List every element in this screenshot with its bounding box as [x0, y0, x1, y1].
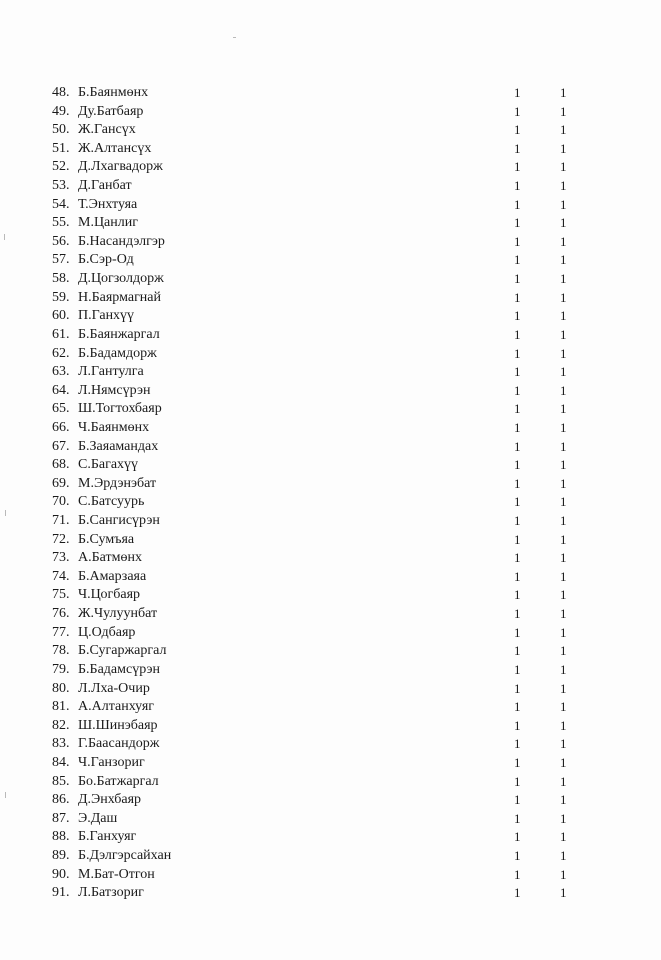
- value-column-2: 1: [560, 754, 567, 770]
- row-number: 70.: [52, 494, 70, 510]
- list-row: [52, 233, 592, 252]
- person-name: Д.Цогзолдорж: [78, 271, 164, 287]
- row-number: 89.: [52, 847, 70, 863]
- list-row: [52, 828, 592, 847]
- row-number: 48.: [52, 85, 70, 100]
- row-number: 87.: [52, 810, 70, 826]
- value-column-1: 1: [514, 103, 521, 119]
- person-name: Л.Нямсүрэн: [78, 382, 151, 398]
- value-column-1: 1: [514, 85, 521, 100]
- person-name: Б.Баянмөнх: [78, 85, 149, 100]
- list-row: [52, 84, 592, 103]
- value-column-2: 1: [560, 587, 567, 603]
- value-column-1: 1: [514, 568, 521, 584]
- scan-speck: [5, 792, 6, 798]
- value-column-1: 1: [514, 364, 521, 380]
- value-column-2: 1: [560, 643, 567, 659]
- value-column-2: 1: [560, 699, 567, 715]
- value-column-2: 1: [560, 159, 567, 175]
- value-column-1: 1: [514, 810, 521, 826]
- person-name: Б.Дэлгэрсайхан: [78, 847, 172, 863]
- row-number: 67.: [52, 438, 70, 454]
- value-column-1: 1: [514, 326, 521, 342]
- row-number: 82.: [52, 717, 70, 733]
- value-column-2: 1: [560, 494, 567, 510]
- list-row: [52, 438, 592, 457]
- value-column-1: 1: [514, 736, 521, 752]
- row-number: 71.: [52, 513, 70, 529]
- list-row: [52, 158, 592, 177]
- value-column-2: 1: [560, 419, 567, 435]
- value-column-2: 1: [560, 178, 567, 194]
- person-name: Ч.Ганзориг: [78, 754, 145, 770]
- list-row: [52, 531, 592, 550]
- list-row: [52, 642, 592, 661]
- list-row: [52, 568, 592, 587]
- person-name: Л.Гантулга: [78, 364, 144, 380]
- person-name: Б.Ганхуяг: [78, 829, 137, 845]
- list-row: [52, 847, 592, 866]
- value-column-1: 1: [514, 866, 521, 882]
- row-number: 85.: [52, 773, 70, 789]
- row-number: 54.: [52, 196, 70, 212]
- row-number: 64.: [52, 382, 70, 398]
- value-column-2: 1: [560, 829, 567, 845]
- row-number: 78.: [52, 643, 70, 659]
- list-row: [52, 493, 592, 512]
- value-column-2: 1: [560, 438, 567, 454]
- value-column-1: 1: [514, 271, 521, 287]
- person-name: Л.Батзориг: [78, 885, 144, 901]
- value-column-1: 1: [514, 122, 521, 138]
- person-name: Б.Заяамандах: [78, 438, 159, 454]
- value-column-2: 1: [560, 531, 567, 547]
- scan-speck: [233, 37, 236, 38]
- person-name: Бо.Батжаргал: [78, 773, 159, 789]
- row-number: 52.: [52, 159, 70, 175]
- value-column-2: 1: [560, 606, 567, 622]
- list-row: [52, 810, 592, 829]
- value-column-1: 1: [514, 475, 521, 491]
- value-column-1: 1: [514, 252, 521, 268]
- row-number: 66.: [52, 419, 70, 435]
- value-column-1: 1: [514, 885, 521, 901]
- value-column-1: 1: [514, 494, 521, 510]
- person-name: Б.Бадамсүрэн: [78, 661, 161, 677]
- value-column-1: 1: [514, 606, 521, 622]
- row-number: 50.: [52, 122, 70, 138]
- person-name: М.Эрдэнэбат: [78, 475, 157, 491]
- person-name: Б.Сангисүрэн: [78, 513, 160, 529]
- row-number: 81.: [52, 699, 70, 715]
- row-number: 65.: [52, 401, 70, 417]
- row-number: 86.: [52, 792, 70, 808]
- value-column-1: 1: [514, 773, 521, 789]
- list-row: [52, 456, 592, 475]
- value-column-2: 1: [560, 866, 567, 882]
- value-column-2: 1: [560, 326, 567, 342]
- name-list: [52, 84, 592, 903]
- list-row: [52, 866, 592, 885]
- row-number: 72.: [52, 531, 70, 547]
- list-row: [52, 121, 592, 140]
- person-name: Д.Ганбат: [78, 178, 132, 194]
- list-row: [52, 549, 592, 568]
- person-name: Ц.Одбаяр: [78, 624, 136, 640]
- value-column-2: 1: [560, 122, 567, 138]
- person-name: Ш.Тогтохбаяр: [78, 401, 162, 417]
- value-column-2: 1: [560, 773, 567, 789]
- value-column-1: 1: [514, 550, 521, 566]
- row-number: 68.: [52, 457, 70, 473]
- value-column-1: 1: [514, 680, 521, 696]
- row-number: 76.: [52, 606, 70, 622]
- list-row: [52, 326, 592, 345]
- list-row: [52, 214, 592, 233]
- value-column-2: 1: [560, 271, 567, 287]
- list-row: [52, 586, 592, 605]
- person-name: Э.Даш: [78, 810, 118, 826]
- person-name: А.Батмөнх: [78, 550, 142, 566]
- person-name: Ч.Цогбаяр: [78, 587, 141, 603]
- person-name: Б.Бадамдорж: [78, 345, 157, 361]
- person-name: Д.Энхбаяр: [78, 792, 142, 808]
- person-name: А.Алтанхуяг: [78, 699, 155, 715]
- value-column-1: 1: [514, 457, 521, 473]
- value-column-2: 1: [560, 85, 567, 100]
- list-row: [52, 717, 592, 736]
- value-column-2: 1: [560, 233, 567, 249]
- person-name: М.Бат-Отгон: [78, 866, 155, 882]
- person-name: Ш.Шинэбаяр: [78, 717, 158, 733]
- value-column-2: 1: [560, 847, 567, 863]
- row-number: 84.: [52, 754, 70, 770]
- value-column-2: 1: [560, 364, 567, 380]
- list-row: [52, 289, 592, 308]
- value-column-2: 1: [560, 252, 567, 268]
- list-row: [52, 400, 592, 419]
- value-column-1: 1: [514, 401, 521, 417]
- list-row: [52, 884, 592, 903]
- value-column-2: 1: [560, 661, 567, 677]
- value-column-1: 1: [514, 345, 521, 361]
- person-name: Б.Насандэлгэр: [78, 233, 165, 249]
- value-column-1: 1: [514, 699, 521, 715]
- value-column-1: 1: [514, 215, 521, 231]
- row-number: 90.: [52, 866, 70, 882]
- value-column-1: 1: [514, 531, 521, 547]
- list-row: [52, 382, 592, 401]
- value-column-1: 1: [514, 382, 521, 398]
- person-name: Б.Амарзаяа: [78, 568, 147, 584]
- list-row: [52, 661, 592, 680]
- row-number: 83.: [52, 736, 70, 752]
- person-name: Л.Лха-Очир: [78, 680, 150, 696]
- row-number: 59.: [52, 289, 70, 305]
- row-number: 73.: [52, 550, 70, 566]
- row-number: 63.: [52, 364, 70, 380]
- value-column-1: 1: [514, 419, 521, 435]
- row-number: 88.: [52, 829, 70, 845]
- value-column-2: 1: [560, 345, 567, 361]
- value-column-2: 1: [560, 289, 567, 305]
- value-column-2: 1: [560, 513, 567, 529]
- value-column-2: 1: [560, 624, 567, 640]
- value-column-2: 1: [560, 215, 567, 231]
- row-number: 51.: [52, 140, 70, 156]
- list-row: [52, 177, 592, 196]
- list-row: [52, 103, 592, 122]
- person-name: Ж.Чулуунбат: [78, 606, 158, 622]
- list-row: [52, 251, 592, 270]
- list-row: [52, 680, 592, 699]
- person-name: Ч.Баянмөнх: [78, 419, 150, 435]
- value-column-1: 1: [514, 661, 521, 677]
- list-row: [52, 512, 592, 531]
- scan-speck: [5, 510, 6, 516]
- value-column-2: 1: [560, 550, 567, 566]
- value-column-2: 1: [560, 382, 567, 398]
- list-row: [52, 791, 592, 810]
- person-name: М.Цанлиг: [78, 215, 138, 231]
- person-name: Ж.Алтансүх: [78, 140, 152, 156]
- value-column-2: 1: [560, 717, 567, 733]
- person-name: Б.Сумъяа: [78, 531, 135, 547]
- row-number: 69.: [52, 475, 70, 491]
- row-number: 58.: [52, 271, 70, 287]
- list-row: [52, 624, 592, 643]
- value-column-2: 1: [560, 401, 567, 417]
- person-name: Ду.Батбаяр: [78, 103, 144, 119]
- row-number: 80.: [52, 680, 70, 696]
- value-column-1: 1: [514, 159, 521, 175]
- row-number: 77.: [52, 624, 70, 640]
- row-number: 57.: [52, 252, 70, 268]
- value-column-1: 1: [514, 308, 521, 324]
- list-row: [52, 735, 592, 754]
- value-column-1: 1: [514, 289, 521, 305]
- person-name: Б.Баянжаргал: [78, 326, 160, 342]
- value-column-1: 1: [514, 792, 521, 808]
- value-column-1: 1: [514, 829, 521, 845]
- value-column-2: 1: [560, 810, 567, 826]
- scan-speck: [4, 234, 5, 240]
- value-column-2: 1: [560, 885, 567, 901]
- value-column-2: 1: [560, 196, 567, 212]
- row-number: 91.: [52, 885, 70, 901]
- row-number: 49.: [52, 103, 70, 119]
- list-row: [52, 307, 592, 326]
- list-row: [52, 754, 592, 773]
- person-name: Д.Лхагвадорж: [78, 159, 163, 175]
- value-column-2: 1: [560, 308, 567, 324]
- value-column-1: 1: [514, 140, 521, 156]
- list-row: [52, 698, 592, 717]
- value-column-2: 1: [560, 736, 567, 752]
- value-column-1: 1: [514, 587, 521, 603]
- value-column-2: 1: [560, 475, 567, 491]
- value-column-2: 1: [560, 680, 567, 696]
- row-number: 62.: [52, 345, 70, 361]
- person-name: С.Батсуурь: [78, 494, 145, 510]
- value-column-2: 1: [560, 140, 567, 156]
- person-name: Т.Энхтуяа: [78, 196, 138, 212]
- list-row: [52, 196, 592, 215]
- row-number: 61.: [52, 326, 70, 342]
- row-number: 74.: [52, 568, 70, 584]
- row-number: 60.: [52, 308, 70, 324]
- list-row: [52, 140, 592, 159]
- person-name: С.Багахүү: [78, 457, 139, 473]
- value-column-1: 1: [514, 624, 521, 640]
- list-row: [52, 475, 592, 494]
- list-row: [52, 605, 592, 624]
- person-name: П.Ганхүү: [78, 308, 135, 324]
- person-name: Б.Сугаржаргал: [78, 643, 167, 659]
- value-column-2: 1: [560, 457, 567, 473]
- list-row: [52, 345, 592, 364]
- value-column-1: 1: [514, 178, 521, 194]
- list-row: [52, 773, 592, 792]
- value-column-1: 1: [514, 754, 521, 770]
- value-column-1: 1: [514, 196, 521, 212]
- person-name: Б.Сэр-Од: [78, 252, 134, 268]
- value-column-2: 1: [560, 568, 567, 584]
- row-number: 53.: [52, 178, 70, 194]
- value-column-1: 1: [514, 233, 521, 249]
- value-column-1: 1: [514, 513, 521, 529]
- value-column-1: 1: [514, 643, 521, 659]
- row-number: 56.: [52, 233, 70, 249]
- value-column-1: 1: [514, 847, 521, 863]
- value-column-2: 1: [560, 792, 567, 808]
- row-number: 75.: [52, 587, 70, 603]
- list-row: [52, 270, 592, 289]
- person-name: Н.Баярмагнай: [78, 289, 162, 305]
- list-row: [52, 363, 592, 382]
- value-column-1: 1: [514, 438, 521, 454]
- person-name: Ж.Гансүх: [78, 122, 136, 138]
- person-name: Г.Баасандорж: [78, 736, 160, 752]
- row-number: 79.: [52, 661, 70, 677]
- row-number: 55.: [52, 215, 70, 231]
- value-column-2: 1: [560, 103, 567, 119]
- list-row: [52, 419, 592, 438]
- value-column-1: 1: [514, 717, 521, 733]
